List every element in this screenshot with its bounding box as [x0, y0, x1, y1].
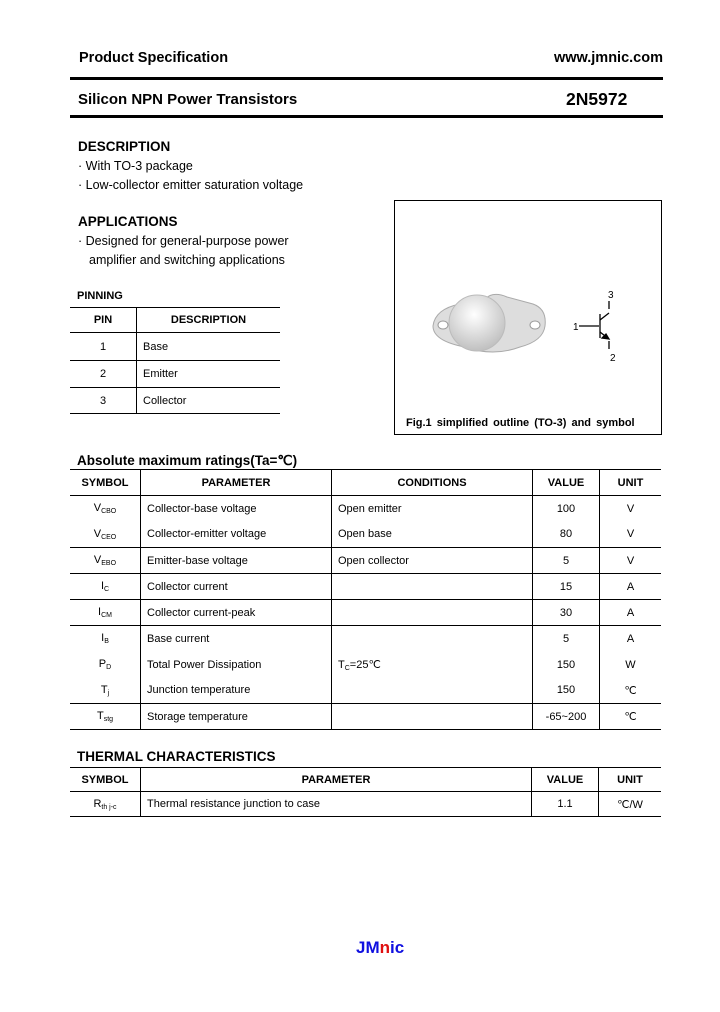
table-row	[70, 574, 661, 600]
symbol-sub: CBO	[101, 508, 117, 516]
symbol-main: V	[93, 502, 102, 515]
symbol-sub: CM	[101, 612, 112, 619]
list-item	[78, 251, 289, 270]
pin-number: 3	[70, 388, 137, 414]
product-line: Silicon NPN Power Transistors	[78, 91, 298, 108]
item-text: amplifier and switching applications	[89, 253, 285, 267]
symbol	[70, 626, 141, 652]
description-list	[78, 157, 303, 195]
unit: ℃	[624, 684, 637, 697]
figure-caption: Fig.1 simplified outline (TO-3) and symbol	[406, 417, 635, 429]
symbol-main: I	[101, 632, 105, 645]
jmnic-logo	[356, 938, 404, 958]
symbol-main: I	[100, 580, 104, 592]
bullet-icon: ·	[78, 178, 83, 192]
unit: V	[626, 554, 635, 567]
pin-description: Emitter	[143, 368, 178, 380]
parameter: Collector-emitter voltage	[141, 522, 332, 548]
symbol	[70, 548, 141, 574]
symbol-sub: CEO	[101, 533, 117, 541]
symbol-main: V	[93, 554, 102, 566]
col-header: SYMBOL	[70, 470, 141, 496]
parameter: Junction temperature	[141, 678, 332, 704]
unit: W	[625, 658, 636, 671]
value: 150	[533, 678, 600, 704]
col-header: PIN	[70, 308, 137, 333]
parameter: Storage temperature	[141, 704, 332, 730]
abs-max-heading: Absolute maximum ratings(Ta=℃)	[77, 453, 298, 468]
doc-type: Product Specification	[79, 50, 229, 66]
list-item	[78, 157, 303, 176]
part-number: 2N5972	[566, 89, 628, 109]
divider	[70, 77, 663, 80]
symbol-main: I	[98, 606, 102, 618]
website-link[interactable]: www.jmnic.com	[553, 50, 663, 66]
symbol-main: T	[96, 710, 104, 722]
pin-label: 3	[608, 290, 614, 301]
thermal-heading: THERMAL CHARACTERISTICS	[77, 749, 276, 764]
thermal-table	[70, 767, 661, 817]
parameter: Base current	[141, 626, 332, 652]
cond-text: Open emitter	[338, 502, 402, 515]
symbol-sub: stg	[103, 716, 114, 723]
conditions	[332, 652, 533, 678]
parameter: Collector-base voltage	[141, 496, 332, 522]
col-header: PARAMETER	[141, 470, 332, 496]
description-heading: DESCRIPTION	[78, 139, 171, 154]
applications-heading: APPLICATIONS	[78, 214, 178, 229]
symbol	[70, 600, 141, 626]
pin-number: 1	[70, 333, 137, 361]
symbol-main: R	[93, 797, 102, 810]
unit: A	[626, 632, 635, 645]
unit: V	[626, 528, 635, 541]
conditions	[332, 574, 533, 600]
col-header: VALUE	[532, 768, 599, 792]
table-row	[70, 792, 661, 817]
value: 80	[533, 522, 600, 548]
item-text: Low-collector emitter saturation voltage	[85, 178, 304, 192]
divider	[70, 115, 663, 118]
symbol-sub: B	[104, 638, 109, 646]
unit: V	[626, 502, 635, 515]
symbol-sub: EBO	[101, 560, 117, 567]
logo-part: n	[379, 938, 391, 957]
col-header: VALUE	[533, 470, 600, 496]
pin-label: 2	[610, 353, 616, 364]
value: 150	[533, 652, 600, 678]
conditions	[332, 548, 533, 574]
to3-package-image	[395, 201, 661, 434]
value: 5	[533, 548, 600, 574]
symbol	[70, 704, 141, 730]
symbol	[70, 574, 141, 600]
table-row	[70, 678, 661, 704]
value: 1.1	[532, 792, 599, 817]
conditions	[332, 678, 533, 704]
table-row	[70, 704, 661, 730]
symbol-main: V	[93, 527, 102, 540]
parameter: Emitter-base voltage	[141, 548, 332, 574]
symbol	[70, 792, 141, 817]
item-text: Designed for general-purpose power	[85, 234, 289, 248]
pin-description: Collector	[143, 394, 187, 407]
cond-sub: C	[344, 664, 350, 672]
bullet-icon: ·	[78, 159, 83, 173]
symbol-sub: C	[104, 586, 110, 593]
symbol-sub: D	[106, 664, 112, 671]
symbol	[70, 522, 141, 548]
parameter: Collector current	[141, 574, 332, 600]
conditions	[332, 704, 533, 730]
conditions	[332, 496, 533, 522]
item-text: With TO-3 package	[85, 159, 193, 173]
logo-part: ic	[390, 938, 405, 957]
symbol	[70, 496, 141, 522]
unit: ℃/W	[617, 798, 643, 811]
table-row	[70, 600, 661, 626]
logo-part: JM	[356, 938, 380, 957]
list-item	[78, 176, 303, 195]
table-row	[70, 522, 661, 548]
pinning-table	[70, 307, 280, 414]
value: 5	[533, 626, 600, 652]
conditions	[332, 522, 533, 548]
table-row	[70, 626, 661, 652]
symbol-main: T	[100, 683, 108, 696]
pin-label: 1	[573, 322, 579, 333]
cond-text: Open collector	[338, 554, 409, 567]
col-header: UNIT	[617, 773, 643, 786]
col-header: UNIT	[617, 476, 644, 489]
table-row	[70, 388, 280, 414]
npn-transistor-symbol-icon	[579, 301, 609, 349]
value: 15	[533, 574, 600, 600]
cond-text: Open base	[338, 528, 392, 541]
symbol-sub: th j-c	[101, 803, 117, 811]
unit: A	[626, 606, 635, 619]
pinning-heading: PINNING	[77, 290, 123, 302]
symbol-main: P	[98, 658, 107, 670]
value: 100	[533, 496, 600, 522]
figure-box	[394, 200, 662, 435]
parameter: Collector current-peak	[141, 600, 332, 626]
symbol	[70, 652, 141, 678]
symbol	[70, 678, 141, 704]
applications-list	[78, 232, 289, 270]
pin-description: Base	[143, 340, 169, 353]
symbol-sub: j	[107, 689, 110, 697]
table-row	[70, 652, 661, 678]
col-header: PARAMETER	[141, 768, 532, 792]
col-header: DESCRIPTION	[170, 314, 247, 326]
parameter: Total Power Dissipation	[141, 652, 332, 678]
table-row	[70, 361, 280, 388]
value: -65~200	[533, 704, 600, 730]
col-header: CONDITIONS	[332, 470, 533, 496]
cond-rest: =25℃	[349, 658, 381, 671]
pin-number: 2	[70, 361, 137, 388]
col-header: SYMBOL	[70, 768, 141, 792]
table-row	[70, 496, 661, 522]
parameter: Thermal resistance junction to case	[141, 792, 532, 817]
abs-max-table	[70, 469, 661, 730]
list-item	[78, 232, 289, 251]
unit: A	[626, 580, 635, 593]
cond-main: T	[338, 658, 345, 671]
table-row	[70, 548, 661, 574]
unit: ℃	[624, 711, 637, 723]
table-row	[70, 333, 280, 361]
bullet-icon: ·	[78, 234, 83, 248]
conditions	[332, 626, 533, 652]
value: 30	[533, 600, 600, 626]
conditions	[332, 600, 533, 626]
